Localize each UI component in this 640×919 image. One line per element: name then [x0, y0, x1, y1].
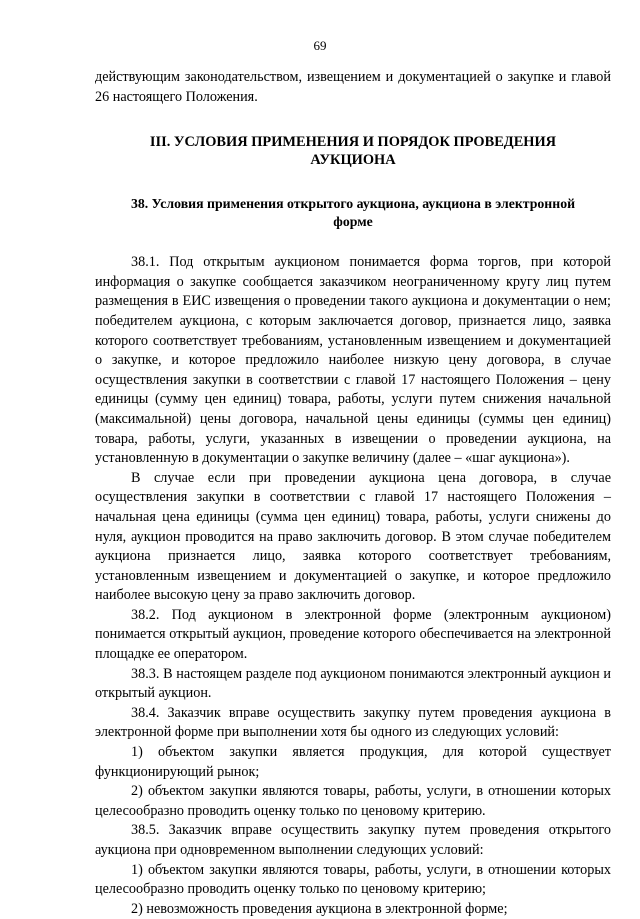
paragraph-38-5-item-1: 1) объектом закупки являются товары, работы, услуги, в отношении которых целесообразно проводить оценку только по ценовому критерию;: [95, 861, 611, 898]
page-number: 69: [313, 38, 327, 53]
paragraph-38-1-continued: В случае если при проведении аукциона цена договора, в случае осуществления закупки в соответствии с главой 17 настоящего Положения – начальная цена единицы (сумма цен единиц) товара, работы, услуги снижены до нуля, аукцион проводится на право заключить договор. В этом случае победителем аукциона признается лицо, заявка которого соответствует требованиям, установленным извещением и документацией о закупке, и которое предложило наиболее высокую цену за право заключить договор.: [95, 469, 611, 604]
section-heading: [95, 133, 611, 169]
paragraph-38-4: 38.4. Заказчик вправе осуществить закупку путем проведения аукциона в электронной форме при выполнении хотя бы одного из следующих условий:: [95, 704, 611, 741]
paragraph-38-5-item-2: 2) невозможность проведения аукциона в электронной форме;: [131, 900, 508, 917]
page-content: [95, 68, 611, 919]
paragraph-38-4-item-2: 2) объектом закупки являются товары, работы, услуги, в отношении которых целесообразно проводить оценку только по ценовому критерию.: [95, 783, 611, 819]
subsection-heading-line-1: 38. Условия применения открытого аукциона, аукциона в электронной: [130, 196, 576, 212]
subsection-heading-line-2: форме: [333, 214, 373, 230]
section-heading-line-2: АУКЦИОНА: [310, 152, 396, 169]
subsection-heading: [95, 195, 611, 231]
paragraph-38-5: 38.5. Заказчик вправе осуществить закупку путем проведения открытого аукциона при одновременном выполнении следующих условий:: [95, 822, 611, 858]
paragraph-38-3: 38.3. В настоящем разделе под аукционом понимаются электронный аукцион и открытый аукцион.: [95, 665, 611, 702]
section-heading-line-1: III. УСЛОВИЯ ПРИМЕНЕНИЯ И ПОРЯДОК ПРОВЕДЕНИЯ: [149, 134, 557, 151]
paragraph-38-4-item-1: 1) объектом закупки является продукция, для которой существует функционирующий рынок;: [95, 744, 611, 780]
intro-paragraph: действующим законодательством, извещением и документацией о закупке и главой 26 настоящего Положения.: [95, 69, 611, 105]
paragraph-38-1: 38.1. Под открытым аукционом понимается форма торгов, при которой информация о закупке сообщается заказчиком неограниченному кругу лиц путем размещения в ЕИС извещения о проведении такого аукциона и документации о нем; победителем аукциона, с которым заключается договор, признается лицо, заявка которого соответствует требованиям, установленным извещением и документацией о закупке, и которое предложило наиболее низкую цену договора, в случае осуществления закупки в соответствии с главой 17 настоящего Положения – цену единицы (сумму цен единиц) товара, работы, услуги путем снижения начальной (максимальной) цены договора, начальной цены единицы (суммы цен единиц) товара, работы, услуги, указанных в извещении о проведении аукциона, на установленную в документации о закупке величину (далее – «шаг аукциона»).: [95, 254, 611, 467]
paragraph-38-2: 38.2. Под аукционом в электронной форме (электронным аукционом) понимается открытый аукцион, проведение которого обеспечивается на электронной площадке ее оператором.: [95, 606, 611, 663]
